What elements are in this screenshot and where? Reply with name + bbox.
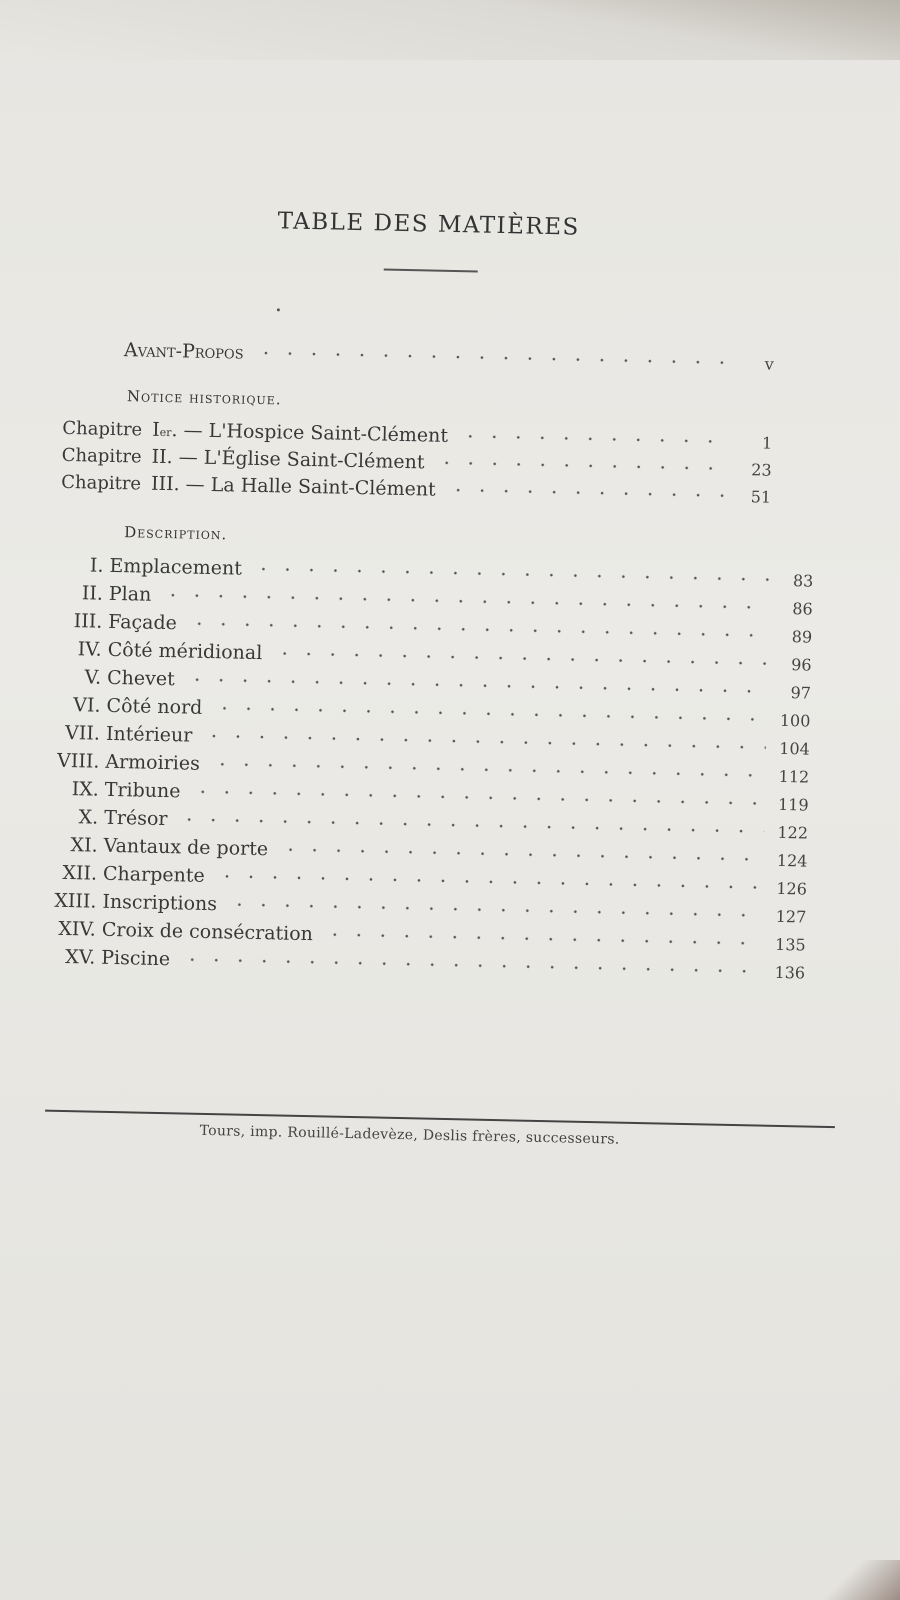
chapter-prefix: Chapitre [62,417,143,441]
toc-page-number: 83 [792,571,814,591]
toc-page-number: 51 [750,487,772,507]
toc-entry-number: V. [84,666,102,689]
dot-leader [180,957,761,973]
chapter-number: II [151,445,167,469]
toc-entry-label: Avant-Propos [123,339,244,364]
toc-page-number: v [764,354,775,374]
toc-entry-label: Trésor [103,806,168,831]
toc-entry-avant-propos [124,339,774,375]
chapter-prefix: Chapitre [61,444,142,468]
toc-entry-number: XIV. [58,917,97,941]
chapter-title: . — L'Hospice Saint-Clément [171,419,449,447]
toc-entry-number: XII. [62,861,98,885]
dot-leader [202,734,766,750]
toc-entry-number: VI. [73,694,101,717]
dot-leader [323,932,762,945]
dot-leader [272,651,767,665]
dot-leader [254,351,730,365]
dot-leader [190,790,764,806]
toc-page-number: 104 [779,738,810,759]
toc-entry-label: Inscriptions [102,890,218,916]
toc-page-number: 100 [779,710,811,731]
toc-entry-number: III. [73,610,103,633]
toc-entry-label: Vantaux de porte [103,834,269,861]
toc-page-number: 97 [790,683,812,703]
dot-leader [210,762,765,778]
toc-page-number: 119 [777,794,809,815]
toc-page-number: 122 [777,822,809,843]
dot-leader [187,621,768,637]
toc-page-number: 124 [776,850,808,871]
dot-leader [161,593,769,610]
toc-entry-label: Plan [108,582,152,606]
toc-entry-label: Piscine [101,946,171,971]
section-heading-description: Description. [123,523,228,544]
chapter-prefix: Chapitre [60,471,142,495]
dot-leader [215,874,763,889]
toc-page-number: 112 [778,766,810,787]
toc-entry-label: Croix de consécration [101,918,314,946]
toc-entry-label: Emplacement [109,554,243,580]
dot-leader [227,902,762,917]
toc-entry-number: II. [81,582,104,605]
toc-entry-number: VII. [64,721,101,745]
dot-leader [446,488,727,498]
toc-entry-label: Côté nord [106,694,203,719]
dot-leader [177,817,764,833]
toc-page-number: 23 [751,460,772,480]
toc-page-number: 135 [774,934,806,955]
page-title: TABLE DES MATIÈRES [277,208,581,241]
toc-page-number: 1 [761,433,773,453]
dot-leader [278,847,763,861]
dot-leader [212,706,766,722]
toc-entry-label: Armoiries [105,750,201,775]
toc-entry-number: X. [78,806,99,829]
dot-leader [185,677,767,693]
toc-entry-number: XIII. [54,889,97,913]
chapter-number: III [150,472,174,496]
chapter-number: I [151,418,160,441]
chapter-title: . — La Halle Saint-Clément [173,473,436,501]
toc-entry-number: IX. [71,778,100,801]
toc-entry-number: XV. [65,946,96,969]
toc-entry-number: VIII. [56,749,100,773]
toc-entry-label: Tribune [104,778,181,803]
toc-page-number: 136 [774,962,806,983]
title-rule [384,269,478,272]
dot-leader [458,434,728,444]
printer-colophon: Tours, imp. Rouillé-Ladevèze, Deslis frères, successeurs. [199,1122,620,1148]
printer-dot [277,308,280,311]
toc-entry-number: I. [89,554,104,577]
toc-entry-label: Façade [108,610,178,635]
toc-page-number: 126 [776,878,808,899]
dot-leader [252,567,769,582]
toc-entry-number: XI. [70,834,98,857]
toc-page-number: 86 [792,599,813,619]
toc-page-number: 127 [775,906,807,927]
toc-entry-label: Charpente [102,862,205,887]
toc-entry-label: Côté méridional [107,638,263,665]
chapter-title: . — L'Église Saint-Clément [166,446,425,474]
toc-page-number: 96 [791,655,812,675]
toc-page-number: 89 [791,627,813,647]
toc-entry-label: Chevet [106,666,175,691]
toc-entry-label: Intérieur [105,722,193,747]
dot-leader [434,461,727,471]
chapter-number-suffix: er [159,425,172,440]
toc-entry-number: IV. [77,638,102,661]
section-heading-notice: Notice historique. [126,387,282,409]
